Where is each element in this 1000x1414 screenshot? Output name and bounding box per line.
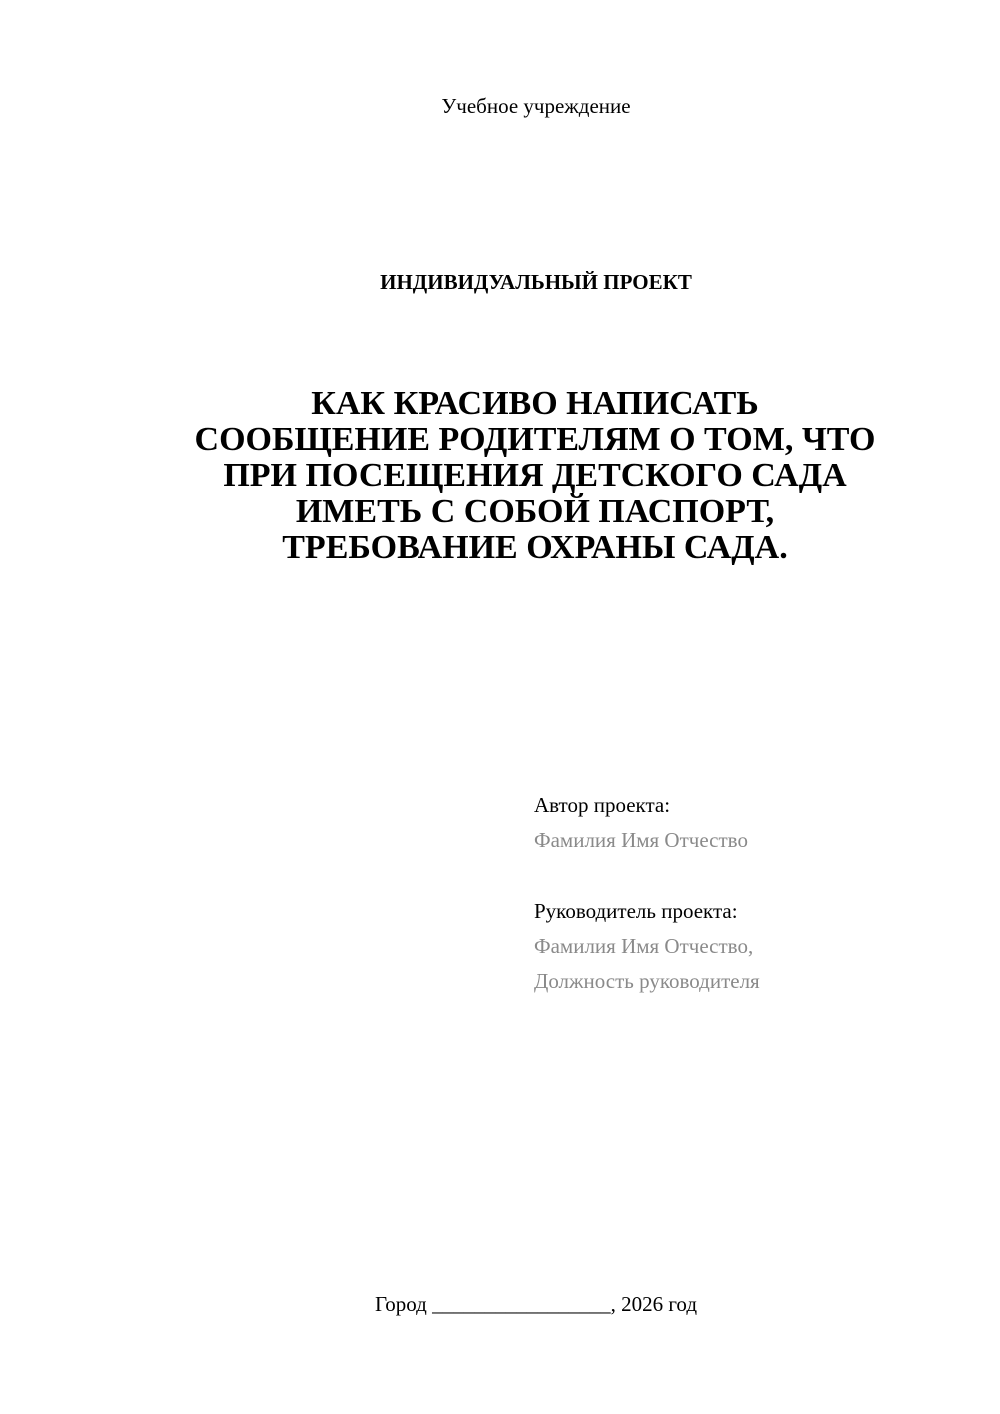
project-title-line: ПРИ ПОСЕЩЕНИЯ ДЕТСКОГО САДА xyxy=(223,457,847,494)
credits-spacer xyxy=(534,858,974,894)
project-title-line: ИМЕТЬ С СОБОЙ ПАСПОРТ, xyxy=(295,493,775,530)
project-credits xyxy=(534,788,974,999)
institution-name: Учебное учреждение xyxy=(441,94,631,118)
document-type: ИНДИВИДУАЛЬНЫЙ ПРОЕКТ xyxy=(380,270,692,294)
project-title xyxy=(90,386,980,566)
supervisor-label: Руководитель проекта: xyxy=(534,899,738,923)
project-title-line: ТРЕБОВАНИЕ ОХРАНЫ САДА. xyxy=(282,529,788,566)
city-year-footer: Город _________________, 2026 год xyxy=(374,1292,698,1316)
author-name: Фамилия Имя Отчество xyxy=(534,828,748,852)
supervisor-position: Должность руководителя xyxy=(534,969,760,993)
project-title-line: КАК КРАСИВО НАПИСАТЬ xyxy=(311,385,759,422)
author-label: Автор проекта: xyxy=(534,793,671,817)
supervisor-name: Фамилия Имя Отчество, xyxy=(534,934,754,958)
project-title-line: СООБЩЕНИЕ РОДИТЕЛЯМ О ТОМ, ЧТО xyxy=(194,421,876,458)
